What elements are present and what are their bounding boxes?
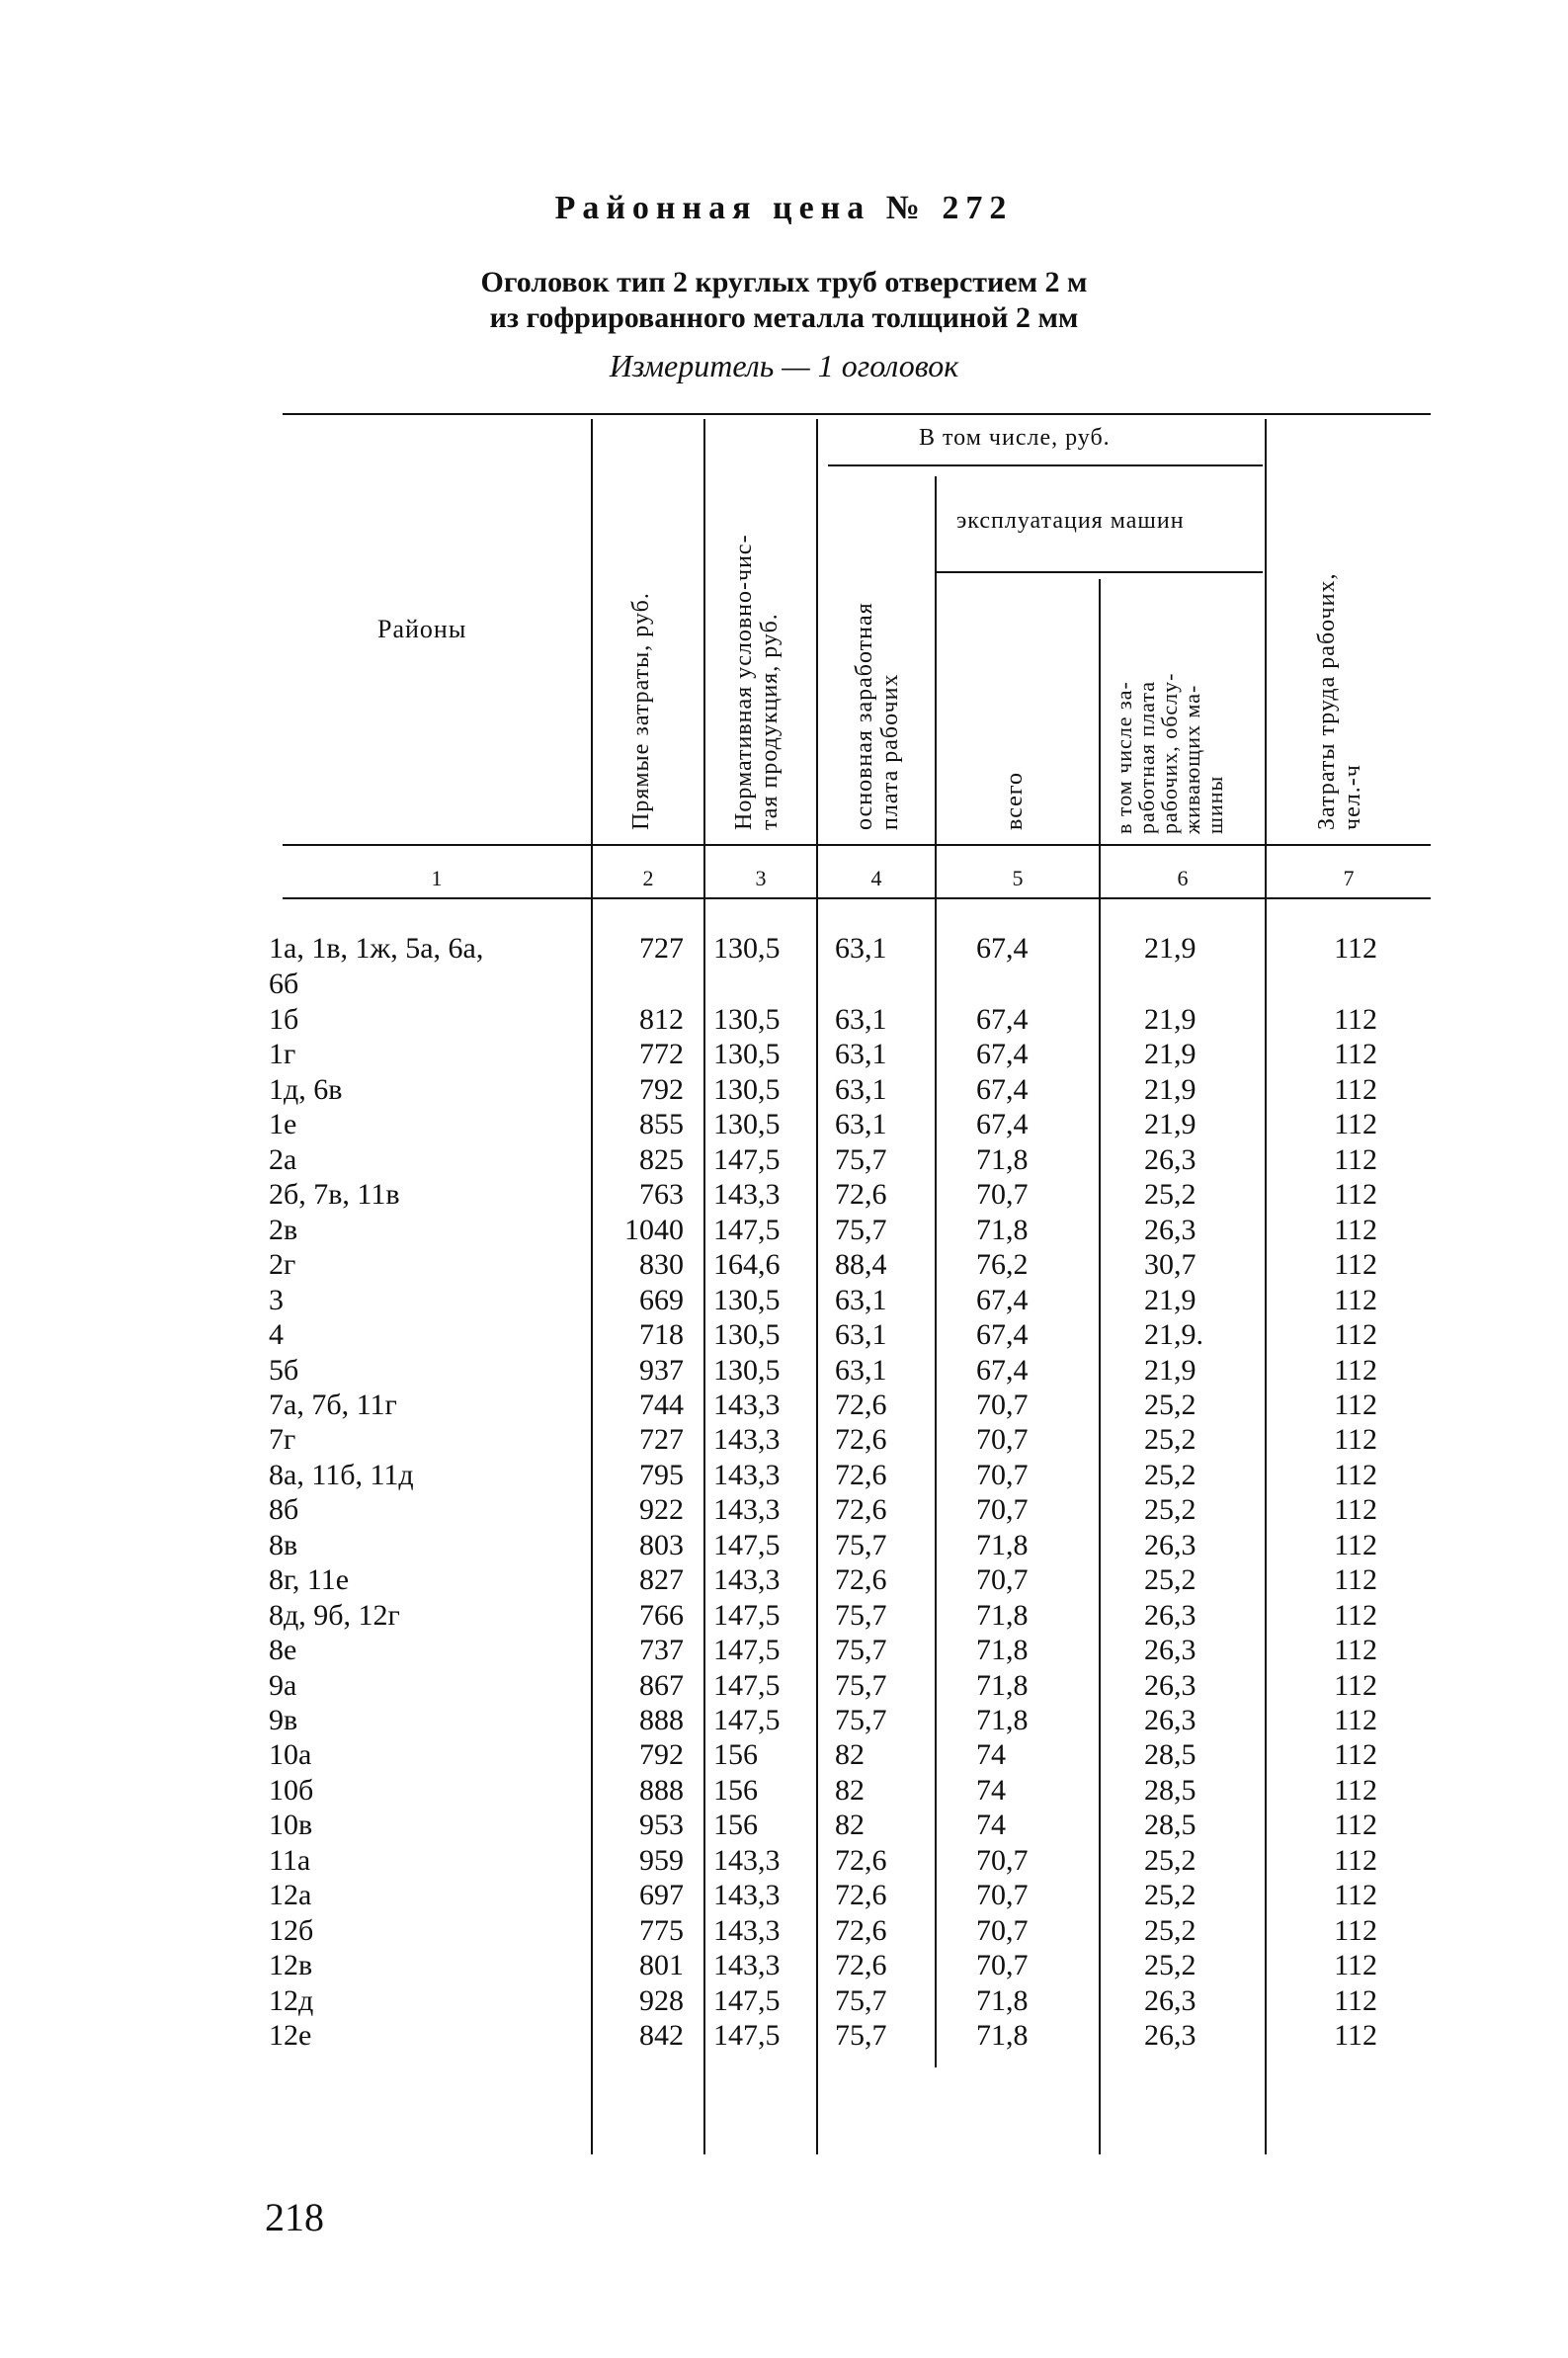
machines-rule [935,571,1263,573]
region-cell: 2г [269,1248,296,1282]
page-number: 218 [265,2195,324,2239]
value-cell: 25,2 [1144,1949,1197,1982]
value-cell: 63,1 [835,1108,887,1141]
value-cell: 71,8 [976,1668,1029,1702]
region-cell: 1а, 1в, 1ж, 5а, 6а, [269,932,484,965]
value-cell: 70,7 [976,1563,1029,1597]
value-cell: 147,5 [713,1634,781,1667]
table-row [0,1843,1568,1879]
value-cell: 26,3 [1144,1528,1197,1561]
value-cell: 937 [639,1353,684,1387]
region-cell: 12б [269,1913,314,1947]
table-row [0,1072,1568,1108]
value-cell: 112 [1334,1353,1377,1387]
value-cell: 112 [1334,1038,1377,1071]
value-cell: 130,5 [713,1072,781,1106]
value-cell: 112 [1334,1913,1377,1947]
column-number-2: 2 [642,866,654,890]
table-row [0,1528,1568,1563]
header-machines-total: всего [1002,771,1028,830]
value-cell: 26,3 [1144,1983,1197,2017]
value-cell: 28,5 [1144,1738,1197,1772]
table-row [0,1317,1568,1353]
value-cell: 792 [639,1738,684,1772]
column-number-7: 7 [1343,866,1355,890]
value-cell: 112 [1334,1283,1377,1316]
value-cell: 21,9 [1144,1038,1197,1071]
value-cell: 75,7 [835,2019,887,2053]
table-row [0,1002,1568,1038]
value-cell: 143,3 [713,1423,781,1457]
column-number-3: 3 [755,866,767,890]
value-cell: 25,2 [1144,1913,1197,1947]
value-cell: 26,3 [1144,1598,1197,1632]
table-row [0,1458,1568,1493]
value-cell: 25,2 [1144,1388,1197,1421]
value-cell: 143,3 [713,1493,781,1527]
value-cell: 63,1 [835,1038,887,1071]
value-cell: 67,4 [976,1108,1029,1141]
value-cell: 76,2 [976,1248,1029,1282]
value-cell: 112 [1334,1003,1377,1036]
value-cell: 888 [639,1773,684,1807]
value-cell: 112 [1334,1458,1377,1491]
value-cell: 842 [639,2019,684,2053]
header-bottom-rule [283,844,1431,846]
value-cell: 26,3 [1144,1668,1197,1702]
table-row [0,1668,1568,1704]
value-cell: 75,7 [835,1668,887,1702]
region-cell: 5б [269,1353,299,1387]
table-row [0,1283,1568,1318]
value-cell: 67,4 [976,1003,1029,1036]
value-cell: 74 [976,1809,1006,1842]
value-cell: 25,2 [1144,1879,1197,1912]
value-cell: 112 [1334,1983,1377,2017]
value-cell: 71,8 [976,1528,1029,1561]
value-cell: 812 [639,1003,684,1036]
value-cell: 737 [639,1634,684,1667]
table-row [0,1107,1568,1142]
header-regions: Районы [377,615,467,643]
table-row [0,1913,1568,1949]
value-cell: 143,3 [713,1388,781,1421]
region-cell: 4 [269,1318,284,1352]
value-cell: 112 [1334,1528,1377,1561]
value-cell: 71,8 [976,1213,1029,1246]
value-cell: 70,7 [976,1388,1029,1421]
value-cell: 25,2 [1144,1423,1197,1457]
value-cell: 744 [639,1388,684,1421]
value-cell: 795 [639,1458,684,1491]
value-cell: 75,7 [835,1213,887,1246]
value-cell: 718 [639,1318,684,1352]
value-cell: 72,6 [835,1843,887,1877]
value-cell: 71,8 [976,1704,1029,1736]
region-cell: 2в [269,1213,298,1246]
value-cell: 143,3 [713,1913,781,1947]
value-cell: 67,4 [976,1072,1029,1106]
value-cell: 70,7 [976,1843,1029,1877]
value-cell: 75,7 [835,1528,887,1561]
value-cell: 72,6 [835,1458,887,1491]
value-cell: 825 [639,1142,684,1176]
value-cell: 21,9 [1144,1353,1197,1387]
value-cell: 21,9. [1144,1318,1203,1352]
value-cell: 112 [1334,1388,1377,1421]
region-cell: 12е [269,2019,312,2053]
region-cell: 9в [269,1704,298,1736]
column-number-5: 5 [1012,866,1024,890]
value-cell: 112 [1334,1072,1377,1106]
value-cell: 70,7 [976,1178,1029,1212]
value-cell: 25,2 [1144,1563,1197,1597]
region-cell: 2б, 7в, 11в [269,1178,400,1212]
value-cell: 72,6 [835,1178,887,1212]
table-row [0,1492,1568,1528]
value-cell: 75,7 [835,1983,887,2017]
table-row [0,1562,1568,1598]
value-cell: 30,7 [1144,1248,1197,1282]
value-cell: 70,7 [976,1458,1029,1491]
value-cell: 75,7 [835,1598,887,1632]
value-cell: 147,5 [713,1598,781,1632]
value-cell: 156 [713,1738,758,1772]
table-row [0,1773,1568,1809]
value-cell: 28,5 [1144,1809,1197,1842]
value-cell: 71,8 [976,2019,1029,2053]
value-cell: 26,3 [1144,1142,1197,1176]
value-cell: 855 [639,1108,684,1141]
value-cell: 25,2 [1144,1458,1197,1491]
value-cell: 928 [639,1983,684,2017]
value-cell: 26,3 [1144,1704,1197,1736]
value-cell: 26,3 [1144,1213,1197,1246]
value-cell: 70,7 [976,1913,1029,1947]
value-cell: 112 [1334,1108,1377,1141]
region-cell: 10в [269,1809,313,1842]
value-cell: 147,5 [713,1704,781,1736]
value-cell: 669 [639,1283,684,1316]
value-cell: 147,5 [713,1142,781,1176]
value-cell: 72,6 [835,1949,887,1982]
value-cell: 112 [1334,1423,1377,1457]
value-cell: 772 [639,1038,684,1071]
region-cell: 9а [269,1668,297,1702]
value-cell: 156 [713,1773,758,1807]
region-cell: 7г [269,1423,296,1457]
table-row [0,1422,1568,1458]
value-cell: 112 [1334,1738,1377,1772]
value-cell: 130,5 [713,1108,781,1141]
value-cell: 67,4 [976,1283,1029,1316]
value-cell: 21,9 [1144,1003,1197,1036]
value-cell: 67,4 [976,1353,1029,1387]
value-cell: 143,3 [713,1458,781,1491]
region-cell: 7а, 7б, 11г [269,1388,397,1421]
value-cell: 147,5 [713,2019,781,2053]
value-cell: 82 [835,1738,865,1772]
value-cell: 112 [1334,1949,1377,1982]
value-cell: 147,5 [713,1528,781,1561]
value-cell: 112 [1334,1248,1377,1282]
value-cell: 147,5 [713,1213,781,1246]
value-cell: 766 [639,1598,684,1632]
value-cell: 143,3 [713,1949,781,1982]
table-row [0,1948,1568,1983]
value-cell: 112 [1334,1879,1377,1912]
value-cell: 147,5 [713,1983,781,2017]
region-cell: 1г [269,1038,296,1071]
value-cell: 82 [835,1773,865,1807]
value-cell: 143,3 [713,1843,781,1877]
region-cell: 8б [269,1493,299,1527]
table-row [0,1983,1568,2019]
value-cell: 71,8 [976,1142,1029,1176]
value-cell: 112 [1334,1704,1377,1736]
region-cell: 10а [269,1738,312,1772]
value-cell: 71,8 [976,1598,1029,1632]
value-cell: 1040 [624,1213,684,1246]
value-cell: 72,6 [835,1388,887,1421]
region-cell: 12д [269,1983,314,2017]
subtitle-line-2: из гофрированного металла толщиной 2 мм [489,301,1079,334]
value-cell: 63,1 [835,1003,887,1036]
column-number-6: 6 [1177,866,1189,890]
value-cell: 112 [1334,1773,1377,1807]
value-cell: 959 [639,1843,684,1877]
value-cell: 21,9 [1144,1108,1197,1141]
value-cell: 25,2 [1144,1178,1197,1212]
header-labor-costs: Затраты труда рабочих, чел.-ч [1314,572,1365,830]
value-cell: 67,4 [976,1318,1029,1352]
value-cell: 143,3 [713,1879,781,1912]
value-cell: 75,7 [835,1634,887,1667]
value-cell: 25,2 [1144,1493,1197,1527]
value-cell: 130,5 [713,1353,781,1387]
value-cell: 164,6 [713,1248,781,1282]
value-cell: 71,8 [976,1983,1029,2017]
value-cell: 67,4 [976,1038,1029,1071]
table-row [0,1213,1568,1248]
value-cell: 112 [1334,1843,1377,1877]
value-cell: 697 [639,1879,684,1912]
column-number-1: 1 [431,866,443,890]
value-cell: 72,6 [835,1879,887,1912]
value-cell: 112 [1334,2019,1377,2053]
table-row [0,1737,1568,1773]
region-cell: 2а [269,1142,297,1176]
value-cell: 72,6 [835,1493,887,1527]
table-row [0,1388,1568,1423]
including-rule [828,464,1263,466]
value-cell: 112 [1334,1598,1377,1632]
value-cell: 21,9 [1144,1072,1197,1106]
value-cell: 147,5 [713,1668,781,1702]
region-cell: 1д, 6в [269,1072,343,1106]
value-cell: 71,8 [976,1634,1029,1667]
value-cell: 112 [1334,1142,1377,1176]
value-cell: 130,5 [713,1283,781,1316]
region-cell: 8е [269,1634,297,1667]
table-row: 1а, 1в, 1ж, 5а, 6а, 727 130,5 63,1 67,4 21,9 112 [269,932,1377,965]
value-cell: 775 [639,1913,684,1947]
table-row [0,1353,1568,1389]
value-cell: 888 [639,1704,684,1736]
table-row-continuation [0,967,1568,1002]
value-cell: 88,4 [835,1248,887,1282]
table-row [0,1808,1568,1843]
value-cell: 130,5 [713,1003,781,1036]
value-cell: 803 [639,1528,684,1561]
value-cell: 21,9 [1144,1283,1197,1316]
table-row [0,1247,1568,1283]
page-title: Районная цена № 272 [554,190,1014,226]
value-cell: 112 [1334,1178,1377,1212]
table-top-rule [283,413,1431,415]
value-cell: 63,1 [835,1072,887,1106]
value-cell: 727 [639,1423,684,1457]
value-cell: 143,3 [713,1563,781,1597]
value-cell: 72,6 [835,1423,887,1457]
value-cell: 72,6 [835,1563,887,1597]
value-cell: 26,3 [1144,1634,1197,1667]
value-cell: 112 [1334,1318,1377,1352]
value-cell: 827 [639,1563,684,1597]
value-cell: 74 [976,1773,1006,1807]
value-cell: 143,3 [713,1178,781,1212]
subtitle-line-1: Оголовок тип 2 круглых труб отверстием 2 м [480,266,1088,298]
value-cell: 953 [639,1809,684,1842]
table-row [0,1598,1568,1634]
table-row [0,1703,1568,1738]
column-number-4: 4 [870,866,882,890]
value-cell: 867 [639,1668,684,1702]
table-row [0,1142,1568,1178]
region-cell: 8д, 9б, 12г [269,1598,400,1632]
value-cell: 70,7 [976,1879,1029,1912]
region-cell: 8г, 11е [269,1563,350,1597]
table-row [0,2018,1568,2054]
value-cell: 28,5 [1144,1773,1197,1807]
region-cell: 8а, 11б, 11д [269,1458,414,1491]
table-row [0,1177,1568,1213]
column-numbers-rule [283,897,1431,899]
table-row [0,1633,1568,1668]
value-cell: 25,2 [1144,1843,1197,1877]
value-cell: 70,7 [976,1423,1029,1457]
region-cell: 6б [269,968,299,1000]
value-cell: 63,1 [835,1353,887,1387]
value-cell: 63,1 [835,1283,887,1316]
value-cell: 130,5 [713,1318,781,1352]
region-cell: 11а [269,1843,311,1877]
value-cell: 112 [1334,1563,1377,1597]
value-cell: 156 [713,1809,758,1842]
header-direct-costs: Прямые затраты, руб. [628,592,654,830]
value-cell: 112 [1334,1213,1377,1246]
region-cell: 12в [269,1949,313,1982]
table-row [0,1037,1568,1072]
value-cell: 922 [639,1493,684,1527]
header-basic-wages: основная заработная плата рабочих [852,602,903,830]
value-cell: 75,7 [835,1704,887,1736]
value-cell: 130,5 [713,1038,781,1071]
region-cell: 10б [269,1773,314,1807]
value-cell: 112 [1334,1809,1377,1842]
value-cell: 72,6 [835,1913,887,1947]
header-normative: Нормативная условно-чис- тая продукция, руб. [731,534,783,830]
value-cell: 763 [639,1178,684,1212]
header-including: В том числе, руб. [919,425,1111,451]
value-cell: 112 [1334,1493,1377,1527]
value-cell: 74 [976,1738,1006,1772]
value-cell: 82 [835,1809,865,1842]
value-cell: 792 [639,1072,684,1106]
value-cell: 63,1 [835,1318,887,1352]
page-subtitle [0,265,1568,336]
header-machine-operation: эксплуатация машин [956,508,1185,534]
header-machine-wages: в том числе за- работная плата рабочих, обслу- живающих ма- шины [1112,672,1227,834]
region-cell: 12а [269,1879,312,1912]
value-cell: 112 [1334,1668,1377,1702]
value-cell: 830 [639,1248,684,1282]
value-cell: 70,7 [976,1949,1029,1982]
region-cell: 1б [269,1003,299,1036]
unit-of-measure: Измеритель — 1 оголовок [609,348,959,383]
value-cell: 75,7 [835,1142,887,1176]
region-cell: 1е [269,1108,297,1141]
value-cell: 26,3 [1144,2019,1197,2053]
value-cell: 801 [639,1949,684,1982]
region-cell: 8в [269,1528,298,1561]
table-row [0,1878,1568,1913]
value-cell: 112 [1334,1634,1377,1667]
value-cell: 70,7 [976,1493,1029,1527]
region-cell: 3 [269,1283,284,1316]
